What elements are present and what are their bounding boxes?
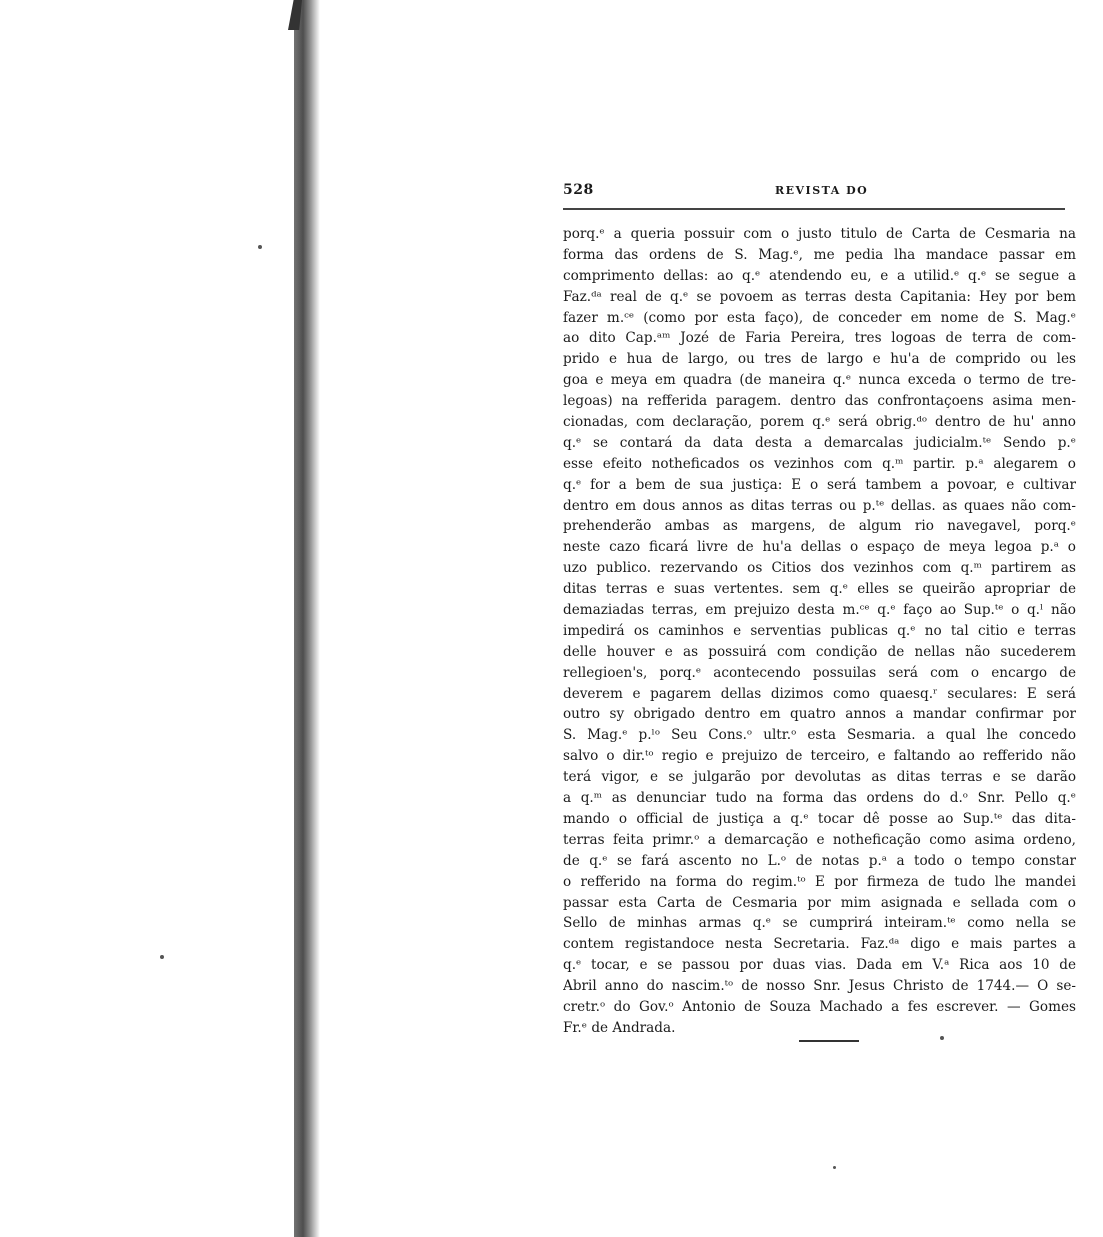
- text-line: comprimento dellas: ao q.ᵉ atendendo eu, e a utilid.ᵉ q.ᵉ se segue a: [563, 267, 1076, 284]
- text-line: fazer m.ᶜᵉ (como por esta faço), de conceder em nome de S. Mag.ᵉ: [563, 309, 1076, 326]
- text-line: prehenderão ambas as margens, de algum rio navegavel, porq.ᵉ: [563, 518, 1076, 535]
- text-line: rellegioen's, porq.ᵉ acontecendo possuilas será com o encargo de: [563, 664, 1076, 681]
- text-line: Sello de minhas armas q.ᵉ se cumprirá inteiram.ᵗᵉ como nella se: [563, 915, 1076, 932]
- text-line: Abril anno do nascim.ᵗᵒ de nosso Snr. Jesus Christo de 1744.— O se-: [563, 978, 1076, 995]
- running-title: REVISTA DO: [775, 184, 869, 197]
- text-line: Faz.ᵈᵃ real de q.ᵉ se povoem as terras desta Capitania: Hey por bem: [563, 288, 1076, 305]
- text-line: prido e hua de largo, ou tres de largo e hu'a de comprido ou les: [563, 351, 1076, 368]
- text-line: legoas) na refferida paragem. dentro das confrontaçoens asima men-: [563, 393, 1076, 410]
- scan-speck: [258, 245, 262, 249]
- text-line: contem registandoce nesta Secretaria. Faz.ᵈᵃ digo e mais partes a: [563, 936, 1076, 953]
- scan-speck: [160, 955, 164, 959]
- text-line: passar esta Carta de Cesmaria por mim asignada e sellada com o: [563, 894, 1076, 911]
- text-line: o refferido na forma do regim.ᵗᵒ E por firmeza de tudo lhe mandei: [563, 873, 1076, 890]
- text-line: impedirá os caminhos e serventias publicas q.ᵉ no tal citio e terras: [563, 622, 1076, 639]
- text-line: demaziadas terras, em prejuizo desta m.ᶜᵉ q.ᵉ faço ao Sup.ᵗᵉ o q.ˡ não: [563, 602, 1076, 619]
- text-line: cretr.ᵒ do Gov.ᵒ Antonio de Souza Machado a fes escrever. — Gomes: [563, 998, 1076, 1015]
- text-line: forma das ordens de S. Mag.ᵉ, me pedia lha mandace passar em: [563, 246, 1076, 263]
- text-line: neste cazo ficará livre de hu'a dellas o espaço de meya legoa p.ᵃ o: [563, 539, 1076, 556]
- text-line: porq.ᵉ a queria possuir com o justo titulo de Carta de Cesmaria na: [563, 226, 1076, 242]
- text-line: ao dito Cap.ᵃᵐ Jozé de Faria Pereira, tres logoas de terra de com-: [563, 330, 1076, 347]
- running-header: [563, 180, 1065, 202]
- text-line: cionadas, com declaração, porem q.ᵉ será obrig.ᵈᵒ dentro de hu' anno: [563, 414, 1076, 431]
- text-line: S. Mag.ᵉ p.ˡᵒ Seu Cons.ᵒ ultr.ᵒ esta Sesmaria. a qual lhe concedo: [563, 727, 1076, 744]
- text-line: terá vigor, e se julgarão por devolutas as ditas terras e se darão: [563, 769, 1076, 786]
- text-line: delle houver e as possuirá com condição de nellas não sucederem: [563, 643, 1076, 660]
- document-body: [563, 224, 1076, 1039]
- text-line: q.ᵉ se contará da data desta a demarcalas judicialm.ᵗᵉ Sendo p.ᵉ: [563, 434, 1076, 451]
- page-number: 528: [563, 182, 594, 198]
- text-line: ditas terras e suas vertentes. sem q.ᵉ elles se queirão apropriar de: [563, 581, 1076, 598]
- text-line: q.ᵉ tocar, e se passou por duas vias. Dada em V.ᵃ Rica aos 10 de: [563, 957, 1076, 974]
- text-line: terras feita primr.ᵒ a demarcação e notheficação como asima ordeno,: [563, 831, 1076, 848]
- text-line: dentro em dous annos as ditas terras ou p.ᵗᵉ dellas. as quaes não com-: [563, 497, 1076, 514]
- text-line: uzo publico. rezervando os Citios dos vezinhos com q.ᵐ partirem as: [563, 560, 1076, 577]
- section-end-rule: [799, 1040, 859, 1042]
- text-line: a q.ᵐ as denunciar tudo na forma das ordens do d.ᵒ Snr. Pello q.ᵉ: [563, 790, 1076, 807]
- scan-speck: [833, 1166, 836, 1169]
- text-line: salvo o dir.ᵗᵒ regio e prejuizo de terceiro, e faltando ao refferido não: [563, 748, 1076, 765]
- text-line: q.ᵉ for a bem de sua justiça: E o será tambem a povoar, e cultivar: [563, 476, 1076, 493]
- text-line: goa e meya em quadra (de maneira q.ᵉ nunca exceda o termo de tre-: [563, 372, 1076, 389]
- text-line: deverem e pagarem dellas dizimos como quaesq.ʳ seculares: E será: [563, 685, 1076, 702]
- text-line: Fr.ᵉ de Andrada.: [563, 1019, 676, 1036]
- text-line: mando o official de justiça a q.ᵉ tocar dê posse ao Sup.ᵗᵉ das dita-: [563, 810, 1076, 827]
- text-line: de q.ᵉ se fará ascento no L.ᵒ de notas p.ᵃ a todo o tempo constar: [563, 852, 1076, 869]
- scan-gutter-shadow: [294, 0, 320, 1237]
- text-line: esse efeito notheficados os vezinhos com q.ᵐ partir. p.ᵃ alegarem o: [563, 455, 1076, 472]
- text-line: outro sy obrigado dentro em quatro annos a mandar confirmar por: [563, 706, 1076, 723]
- header-rule: [563, 208, 1065, 210]
